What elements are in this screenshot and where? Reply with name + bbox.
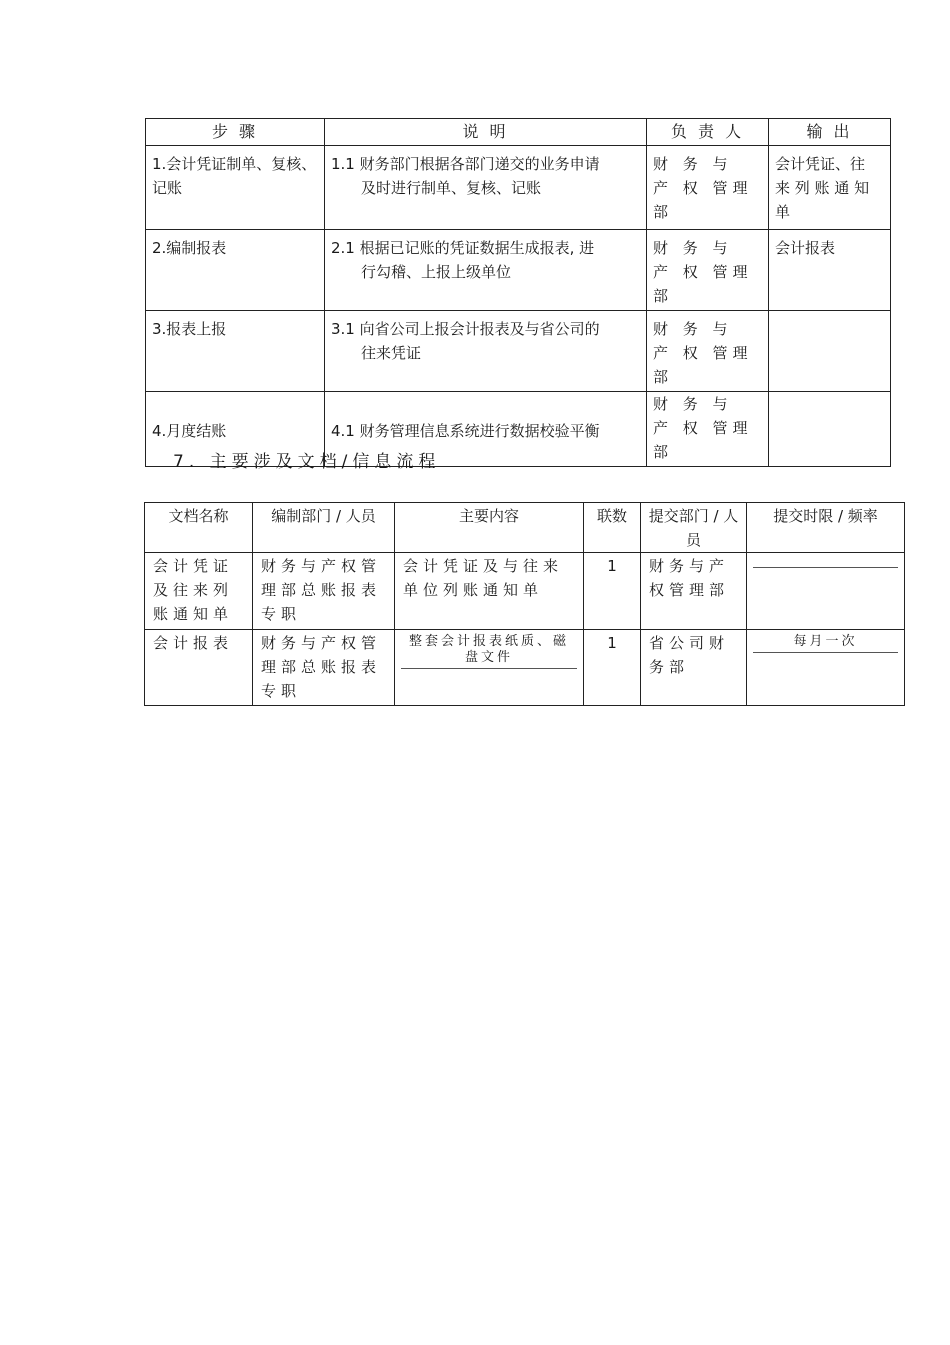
section-heading: 7. 主要涉及文档/信息流程: [173, 452, 441, 472]
desc-line-1: 1.1 财务部门根据各部门递交的业务申请: [331, 155, 600, 173]
desc-cell: [325, 146, 647, 230]
content-cell: 会计凭证及与往来单位列账通知单: [395, 553, 584, 630]
desc-cell: 4.1 财务管理信息系统进行数据校验平衡: [325, 392, 647, 467]
content-cell: [395, 630, 584, 706]
doc-name-cell: 会计凭证及往来列账通知单: [145, 553, 253, 630]
header-output: 输 出: [769, 119, 891, 146]
owner-cell: 财 务 与 产 权 管理部: [647, 230, 769, 311]
table-row: [146, 146, 891, 230]
step-cell: 2.编制报表: [146, 230, 325, 311]
header-owner: 负 责 人: [647, 119, 769, 146]
owner-cell: 财 务 与 产 权 管理部: [647, 311, 769, 392]
deadline-value: 每月一次: [753, 634, 898, 653]
deadline-spacer: [753, 553, 898, 563]
header-deadline: 提交时限 / 频率: [747, 503, 905, 553]
owner-cell: 财 务 与 产 权 管理部: [647, 392, 769, 467]
desc-line-2: 及时进行制单、复核、记账: [361, 179, 542, 197]
desc-line-1: 2.1 根据已记账的凭证数据生成报表, 进: [331, 239, 595, 257]
output-cell: [769, 311, 891, 392]
table-row: [145, 553, 905, 630]
output-cell: [769, 392, 891, 467]
header-step: 步 骤: [146, 119, 325, 146]
table-row: [145, 630, 905, 706]
header-doc-name: 文档名称: [145, 503, 253, 553]
doc-name-cell: 会计报表: [145, 630, 253, 706]
dept-cell: 财务与产权管理部总账报表专职: [253, 553, 395, 630]
header-copies: 联数: [584, 503, 641, 553]
copies-cell: 1: [584, 630, 641, 706]
deadline-rule: [753, 567, 898, 568]
owner-cell: 财 务 与 产 权 管理部: [647, 146, 769, 230]
submit-to-cell: 财务与产权管理部: [641, 553, 747, 630]
desc-cell: [325, 311, 647, 392]
output-cell: 会计报表: [769, 230, 891, 311]
docs-table: [144, 502, 905, 706]
deadline-cell: [747, 553, 905, 630]
table-row: [146, 311, 891, 392]
step-cell: 1.会计凭证制单、复核、记账: [146, 146, 325, 230]
dept-cell: 财务与产权管理部总账报表专职: [253, 630, 395, 706]
desc-line-2: 行勾稽、上报上级单位: [361, 263, 512, 281]
desc-line-2: 往来凭证: [361, 344, 422, 362]
steps-header-row: [146, 119, 891, 146]
desc-cell: [325, 230, 647, 311]
output-cell: 会计凭证、往 来 列 账 通 知 单: [769, 146, 891, 230]
header-submit-to: 提交部门 / 人员: [641, 503, 747, 553]
copies-cell: 1: [584, 553, 641, 630]
header-desc: 说 明: [325, 119, 647, 146]
deadline-cell: [747, 630, 905, 706]
table-row: [146, 230, 891, 311]
step-cell: 3.报表上报: [146, 311, 325, 392]
header-content: 主要内容: [395, 503, 584, 553]
steps-table: [145, 118, 891, 467]
submit-to-cell: 省公司财务部: [641, 630, 747, 706]
docs-header-row: [145, 503, 905, 553]
header-dept: 编制部门 / 人员: [253, 503, 395, 553]
content-ruled-text: 整套会计报表纸质、磁盘文件: [401, 634, 577, 669]
desc-line-1: 3.1 向省公司上报会计报表及与省公司的: [331, 320, 600, 338]
step-cell: 4.月度结账: [146, 392, 325, 467]
